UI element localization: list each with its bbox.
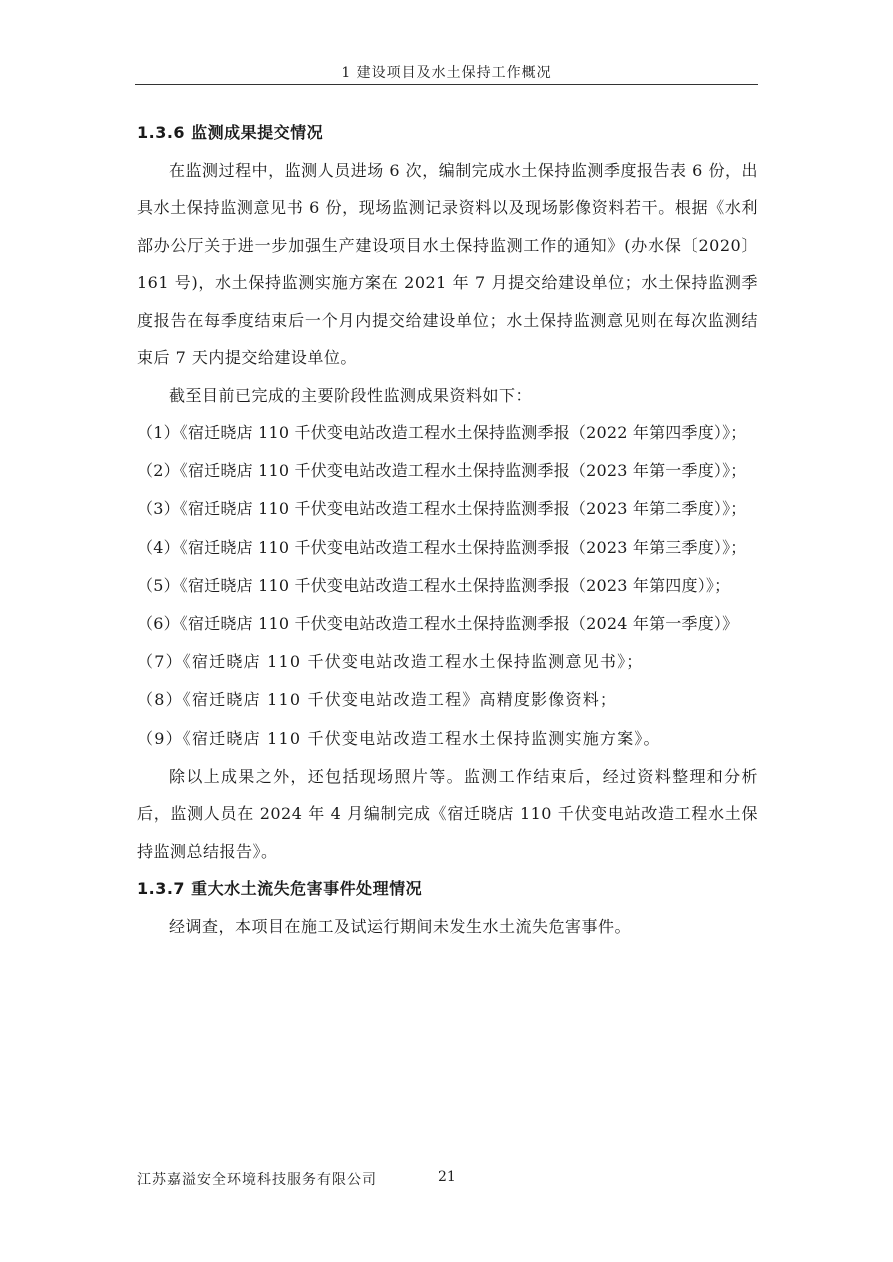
result-list-item-7: （7）《宿迁晓店 110 千伏变电站改造工程水土保持监测意见书》； xyxy=(137,652,644,672)
section-heading-1-3-6: 1.3.6 监测成果提交情况 xyxy=(137,123,324,142)
paragraph-monitoring-process: 在监测过程中，监测人员进场 6 次，编制完成水土保持监测季度报告表 6 份，出具水土保持监测意见书 6 份，现场监测记录资料以及现场影像资料若干。根据《水利部办公厅关于进一步加强生产建设项目水土保持监测工作的通知》(办水保〔2020〕161 号)，水土保持监测实施方案在 2021 年 7 月提交给建设单位；水土保持监测季度报告在每季度结束后一个月内提交给建设单位；水土保持监测意见则在每次监测结束后 7 天内提交给建设单位。 xyxy=(137,160,758,367)
header-divider xyxy=(135,84,758,85)
result-list-item-3: （3）《宿迁晓店 110 千伏变电站改造工程水土保持监测季报（2023 年第二季度）》； xyxy=(137,499,747,519)
result-list-item-2: （2）《宿迁晓店 110 千伏变电站改造工程水土保持监测季报（2023 年第一季度）》； xyxy=(137,461,747,481)
paragraph-summary-report: 除以上成果之外，还包括现场照片等。监测工作结束后，经过资料整理和分析后，监测人员在 2024 年 4 月编制完成《宿迁晓店 110 千伏变电站改造工程水土保持监测总结报告》。 xyxy=(137,766,758,861)
page-header-title: 1 建设项目及水土保持工作概况 xyxy=(341,65,552,81)
result-list-item-6: （6）《宿迁晓店 110 千伏变电站改造工程水土保持监测季报（2024 年第一季度）》 xyxy=(137,614,739,634)
paragraph-results-intro: 截至目前已完成的主要阶段性监测成果资料如下： xyxy=(169,385,533,405)
result-list-item-5: （5）《宿迁晓店 110 千伏变电站改造工程水土保持监测季报（2023 年第四度）》； xyxy=(137,575,731,595)
footer-company-name: 江苏嘉溢安全环境科技服务有限公司 xyxy=(137,1172,377,1188)
result-list-item-9: （9）《宿迁晓店 110 千伏变电站改造工程水土保持监测实施方案》。 xyxy=(137,728,661,748)
section-heading-1-3-7: 1.3.7 重大水土流失危害事件处理情况 xyxy=(137,879,423,899)
result-list-item-1: （1）《宿迁晓店 110 千伏变电站改造工程水土保持监测季报（2022 年第四季度）》； xyxy=(137,423,747,442)
page-content xyxy=(137,114,758,945)
result-list-item-4: （4）《宿迁晓店 110 千伏变电站改造工程水土保持监测季报（2023 年第三季度）》； xyxy=(137,537,747,557)
page-number: 21 xyxy=(438,1169,456,1185)
result-list-item-8: （8）《宿迁晓店 110 千伏变电站改造工程》高精度影像资料； xyxy=(137,690,618,710)
paragraph-no-hazard-events: 经调查，本项目在施工及试运行期间未发生水土流失危害事件。 xyxy=(169,916,632,936)
